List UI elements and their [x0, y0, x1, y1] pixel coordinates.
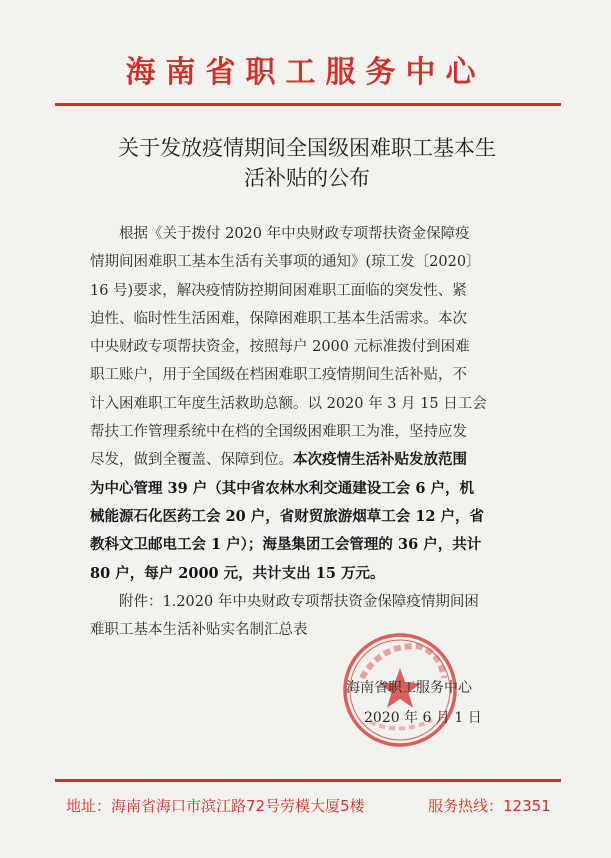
footer-hotline: 服务热线：12351: [428, 797, 551, 815]
title-line-1: 关于发放疫情期间全国级困难职工基本生: [118, 136, 496, 160]
body-paragraph: [90, 220, 530, 588]
body-line: 16 号)要求，解决疫情防控期间困难职工面临的突发性、紧: [90, 282, 467, 299]
bold-line: 教科文卫邮电工会 1 户）；海垦集团工会管理的 36 户，共计: [90, 536, 482, 554]
body-line-with-bold: [90, 446, 530, 474]
document-body: [90, 220, 530, 644]
body-line: 计入困难职工年度生活救助总额。以 2020 年 3 月 15 日工会: [90, 395, 487, 412]
annex-paragraph: [90, 588, 530, 645]
title-line-2: 活补贴的公布: [244, 166, 370, 190]
annex-line: 难职工基本生活补贴实名制汇总表: [90, 622, 308, 639]
body-line: 根据《关于拨付 2020 年中央财政专项帮扶资金保障疫: [119, 226, 470, 242]
annex-line: 附件：1.2020 年中央财政专项帮扶资金保障疫情期间困: [119, 593, 479, 610]
body-line: 职工账户，用于全国级在档困难职工疫情期间生活补贴，不: [90, 367, 467, 384]
footer-address: 地址：海南省海口市滨江路72号劳模大厦5楼: [66, 797, 365, 815]
body-line: 帮扶工作管理系统中在档的全国级困难职工为准，坚持应发: [90, 424, 467, 441]
document-title: [92, 133, 522, 193]
footer-divider: [55, 779, 561, 782]
organization-header: 海南省职工服务中心: [125, 55, 486, 90]
document-date: 2020 年 6 月 1 日: [364, 710, 482, 726]
body-line: 迫性、临时性生活困难，保障困难职工基本生活需求。本次: [90, 310, 467, 327]
bold-line: 械能源石化医药工会 20 户，省财贸旅游烟草工会 12 户，省: [90, 507, 485, 525]
bold-line: 为中心管理 39 户（其中省农林水利交通建设工会 6 户，机: [90, 479, 474, 497]
body-line: 尽发，做到全覆盖、保障到位。: [90, 452, 293, 469]
header-divider: [55, 103, 561, 106]
bold-text: 本次疫情生活补贴发放范围: [293, 451, 467, 469]
signature-organization: 海南省职工服务中心: [346, 680, 472, 696]
bold-line: 80 户，每户 2000 元，共计支出 15 万元。: [90, 564, 385, 582]
body-line: 中央财政专项帮扶资金，按照每户 2000 元标准拨付到困难: [90, 339, 470, 356]
body-line: 情期间困难职工基本生活有关事项的通知》(琼工发〔2020〕: [90, 254, 481, 271]
